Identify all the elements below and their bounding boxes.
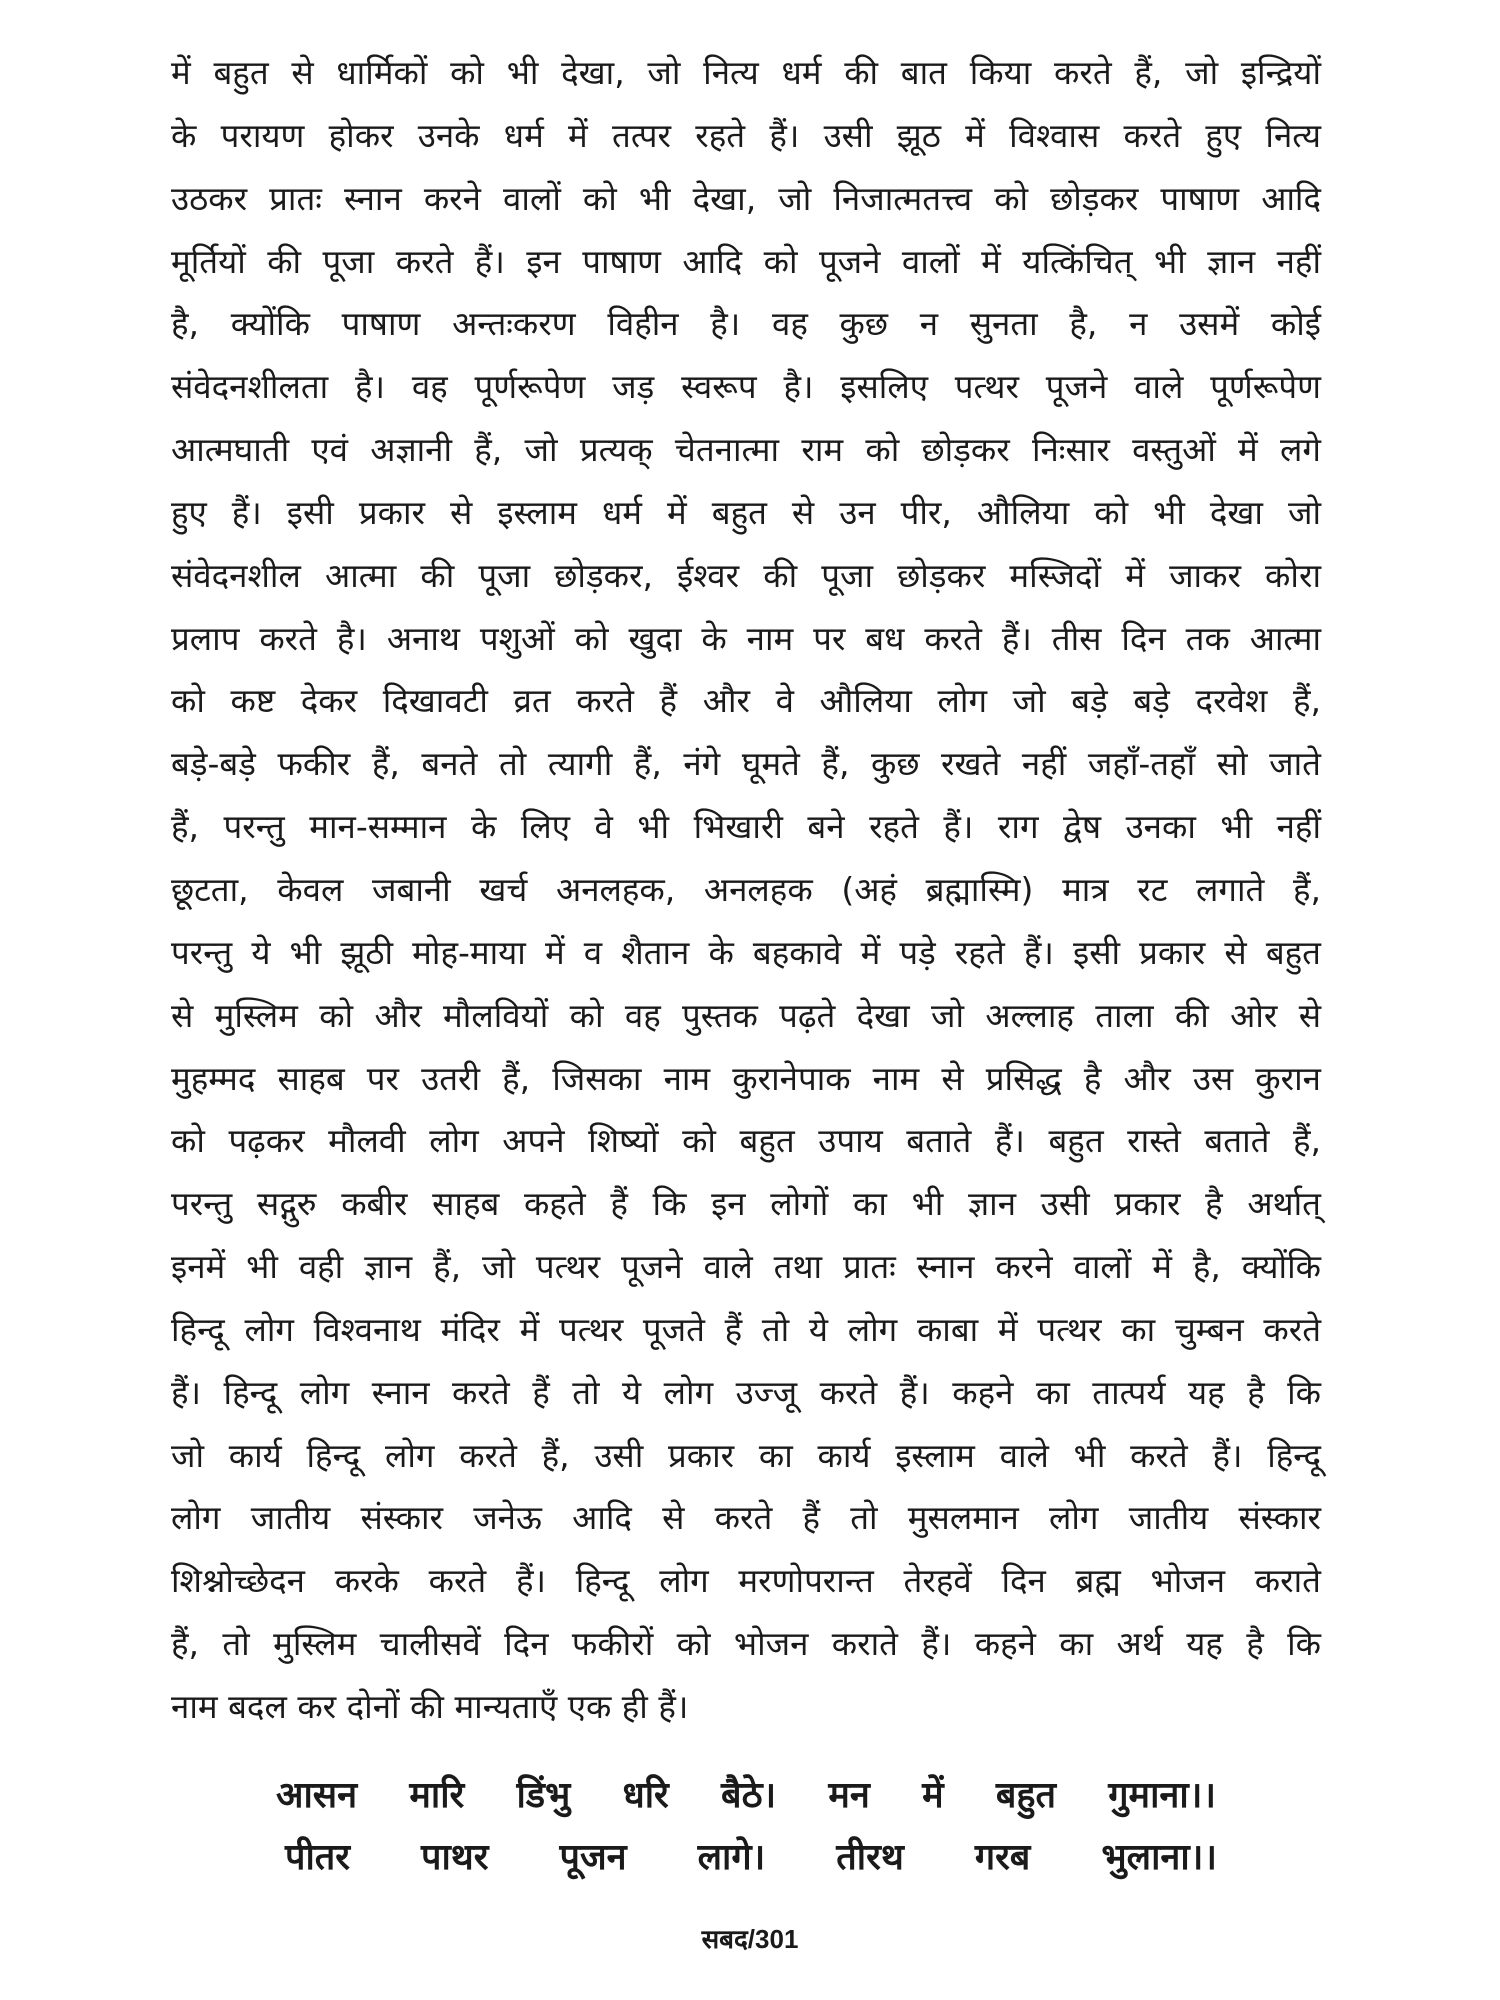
verse-line-1: आसन मारि डिंभु धरि बैठे। मन में बहुत गुमाना।। [276,1775,1216,1816]
paragraph-line: हैं, तो मुस्लिम चालीसवें दिन फकीरों को भोजन कराते हैं। कहने का अर्थ यह है कि [171,1624,1321,1664]
paragraph-line: में बहुत से धार्मिकों को भी देखा, जो नित्य धर्म की बात किया करते हैं, जो इन्द्रियों [171,53,1321,92]
paragraph-line: हैं। हिन्दू लोग स्नान करते हैं तो ये लोग उज्जू करते हैं। कहने का तात्पर्य यह है कि [171,1372,1321,1412]
paragraph-line: परन्तु सद्गुरु कबीर साहब कहते हैं कि इन लोगों का भी ज्ञान उसी प्रकार है अर्थात् [171,1184,1321,1224]
paragraph-line: उठकर प्रातः स्नान करने वालों को भी देखा, जो निजात्मतत्त्व को छोड़कर पाषाण आदि [171,178,1321,218]
paragraph-line: संवेदनशील आत्मा की पूजा छोड़कर, ईश्वर की पूजा छोड़कर मस्जिदों में जाकर कोरा [171,555,1321,595]
paragraph-line: को कष्ट देकर दिखावटी व्रत करते हैं और वे औलिया लोग जो बड़े बड़े दरवेश हैं, [171,681,1321,721]
paragraph-line: इनमें भी वही ज्ञान हैं, जो पत्थर पूजने वाले तथा प्रातः स्नान करने वालों में है, क्योंकि [171,1247,1321,1287]
paragraph-line: नाम बदल कर दोनों की मान्यताएँ एक ही हैं। [171,1686,689,1726]
paragraph-line: हुए हैं। इसी प्रकार से इस्लाम धर्म में बहुत से उन पीर, औलिया को भी देखा जो [171,492,1321,532]
paragraph-line: बड़े-बड़े फकीर हैं, बनते तो त्यागी हैं, नंगे घूमते हैं, कुछ रखते नहीं जहाँ-तहाँ सो जाते [171,744,1321,784]
paragraph-line: लोग जातीय संस्कार जनेऊ आदि से करते हैं तो मुसलमान लोग जातीय संस्कार [171,1498,1321,1538]
body-paragraph [0,42,1500,1739]
paragraph-line: छूटता, केवल जबानी खर्च अनलहक, अनलहक (अहं ब्रह्मास्मि) मात्र रट लगाते हैं, [171,869,1321,909]
paragraph-line: जो कार्य हिन्दू लोग करते हैं, उसी प्रकार का कार्य इस्लाम वाले भी करते हैं। हिन्दू [171,1435,1321,1475]
paragraph-line: शिश्नोच्छेदन करके करते हैं। हिन्दू लोग मरणोपरान्त तेरहवें दिन ब्रह्म भोजन कराते [171,1561,1321,1601]
paragraph-line: हिन्दू लोग विश्वनाथ मंदिर में पत्थर पूजते हैं तो ये लोग काबा में पत्थर का चुम्बन करते [171,1309,1321,1349]
paragraph-line: परन्तु ये भी झूठी मोह-माया में व शैतान के बहकावे में पड़े रहते हैं। इसी प्रकार से बहुत [171,932,1321,972]
verse-line-2: पीतर पाथर पूजन लागे। तीरथ गरब भुलाना।। [285,1837,1217,1878]
paragraph-line: है, क्योंकि पाषाण अन्तःकरण विहीन है। वह कुछ न सुनता है, न उसमें कोई [171,304,1321,344]
paragraph-line: के परायण होकर उनके धर्म में तत्पर रहते हैं। उसी झूठ में विश्वास करते हुए नित्य [171,115,1321,155]
paragraph-line: हैं, परन्तु मान-सम्मान के लिए वे भी भिखारी बने रहते हैं। राग द्वेष उनका भी नहीं [171,807,1321,847]
paragraph-line: आत्मघाती एवं अज्ञानी हैं, जो प्रत्यक् चेतनात्मा राम को छोड़कर निःसार वस्तुओं में लगे [171,430,1321,470]
paragraph-line: मुहम्मद साहब पर उतरी हैं, जिसका नाम कुरानेपाक नाम से प्रसिद्ध है और उस कुरान [171,1058,1321,1098]
paragraph-line: से मुस्लिम को और मौलवियों को वह पुस्तक पढ़ते देखा जो अल्लाह ताला की ओर से [171,995,1321,1035]
paragraph-line: मूर्तियों की पूजा करते हैं। इन पाषाण आदि को पूजने वालों में यत्किंचित् भी ज्ञान नहीं [171,241,1321,281]
verse-block [0,1765,1500,1889]
paragraph-line: को पढ़कर मौलवी लोग अपने शिष्यों को बहुत उपाय बताते हैं। बहुत रास्ते बताते हैं, [171,1121,1321,1161]
page-reference: सबद/301 [701,1924,799,1954]
paragraph-line: प्रलाप करते है। अनाथ पशुओं को खुदा के नाम पर बध करते हैं। तीस दिन तक आत्मा [171,618,1321,658]
paragraph-line: संवेदनशीलता है। वह पूर्णरूपेण जड़ स्वरूप है। इसलिए पत्थर पूजने वाले पूर्णरूपेण [171,367,1321,407]
